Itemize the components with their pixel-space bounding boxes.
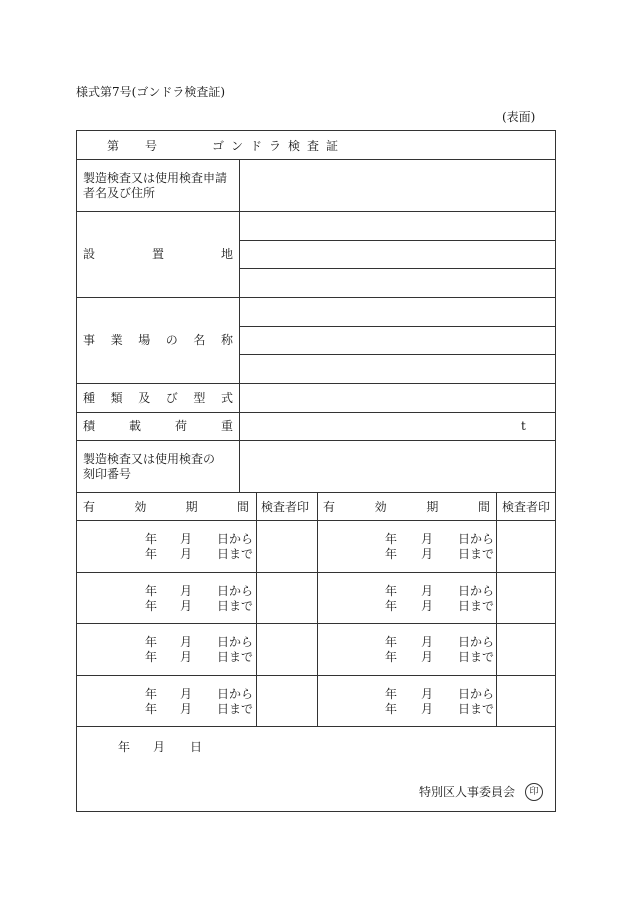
row-divider (76, 623, 556, 624)
column-divider (317, 492, 318, 726)
issue-date-day: 日 (190, 740, 203, 754)
row-divider (239, 326, 556, 327)
validity-from-month: 月 (421, 687, 434, 701)
validity-to-year: 年 (385, 650, 398, 664)
certificate-title: ゴンドラ検査証 (212, 139, 346, 153)
validity-to-day: 日まで (217, 599, 254, 613)
validity-from-year: 年 (385, 584, 398, 598)
column-divider (496, 492, 497, 726)
dai-label: 第 (107, 139, 120, 153)
validity-to-year: 年 (145, 650, 158, 664)
validity-from-day: 日から (458, 635, 495, 649)
validity-from-year: 年 (145, 584, 158, 598)
validity-from-year: 年 (385, 687, 398, 701)
validity-to-month: 月 (421, 547, 434, 561)
validity-to-year: 年 (385, 599, 398, 613)
load-label: 積 載 荷 重 (83, 419, 233, 433)
row-divider (76, 492, 556, 493)
row-divider (76, 440, 556, 441)
inspector-header-right: 検査者印 (502, 500, 551, 514)
row-divider (76, 675, 556, 676)
validity-to-year: 年 (145, 599, 158, 613)
row-divider (239, 354, 556, 355)
issue-date-month: 月 (153, 740, 166, 754)
validity-from-day: 日から (217, 687, 254, 701)
row-divider (76, 383, 556, 384)
validity-to-month: 月 (180, 599, 193, 613)
validity-to-month: 月 (421, 650, 434, 664)
side-label: (表面) (502, 110, 536, 124)
validity-from-year: 年 (145, 532, 158, 546)
gou-label: 号 (145, 139, 158, 153)
row-divider (76, 520, 556, 521)
validity-from-day: 日から (217, 635, 254, 649)
validity-to-month: 月 (421, 702, 434, 716)
column-divider (239, 159, 240, 492)
row-divider (239, 268, 556, 269)
column-divider (256, 492, 257, 726)
validity-period-header-left: 有 効 期 間 (83, 500, 249, 514)
applicant-label-line2: 者名及び住所 (83, 186, 156, 200)
type-model-label: 種 類 及 び 型 式 (83, 391, 233, 405)
validity-to-month: 月 (180, 702, 193, 716)
validity-from-day: 日から (458, 532, 495, 546)
validity-to-year: 年 (145, 547, 158, 561)
validity-from-month: 月 (421, 635, 434, 649)
validity-from-day: 日から (458, 687, 495, 701)
form-number: 様式第7号(ゴンドラ検査証) (76, 85, 225, 99)
validity-from-month: 月 (180, 635, 193, 649)
validity-from-day: 日から (458, 584, 495, 598)
stamp-label-line1: 製造検査又は使用検査の (83, 452, 216, 466)
validity-from-month: 月 (421, 584, 434, 598)
load-unit: t (521, 419, 526, 433)
validity-to-day: 日まで (217, 547, 254, 561)
validity-period-header-right: 有 効 期 間 (323, 500, 490, 514)
business-name-label: 事 業 場 の 名 称 (83, 333, 233, 347)
validity-to-month: 月 (421, 599, 434, 613)
row-divider (76, 726, 556, 727)
validity-to-day: 日まで (458, 702, 495, 716)
validity-from-day: 日から (217, 532, 254, 546)
validity-to-month: 月 (180, 650, 193, 664)
validity-from-year: 年 (385, 532, 398, 546)
row-divider (76, 572, 556, 573)
validity-from-month: 月 (421, 532, 434, 546)
validity-from-month: 月 (180, 584, 193, 598)
location-label: 設 置 地 (83, 247, 233, 261)
row-divider (76, 297, 556, 298)
validity-to-day: 日まで (217, 702, 254, 716)
validity-from-year: 年 (385, 635, 398, 649)
validity-from-month: 月 (180, 532, 193, 546)
applicant-label-line1: 製造検査又は使用検査申請 (83, 171, 228, 185)
row-divider (76, 412, 556, 413)
validity-to-year: 年 (145, 702, 158, 716)
row-divider (76, 159, 556, 160)
validity-from-year: 年 (145, 687, 158, 701)
validity-to-day: 日まで (217, 650, 254, 664)
validity-to-day: 日まで (458, 547, 495, 561)
validity-from-month: 月 (180, 687, 193, 701)
issuer-name: 特別区人事委員会 (419, 785, 516, 799)
stamp-label-line2: 刻印番号 (83, 467, 132, 481)
validity-to-month: 月 (180, 547, 193, 561)
row-divider (239, 240, 556, 241)
inspector-header-left: 検査者印 (261, 500, 310, 514)
validity-to-year: 年 (385, 702, 398, 716)
issue-date-year: 年 (118, 740, 131, 754)
validity-from-year: 年 (145, 635, 158, 649)
validity-to-day: 日まで (458, 599, 495, 613)
validity-from-day: 日から (217, 584, 254, 598)
validity-to-day: 日まで (458, 650, 495, 664)
seal-stamp: 印 (525, 783, 543, 801)
validity-to-year: 年 (385, 547, 398, 561)
row-divider (76, 211, 556, 212)
